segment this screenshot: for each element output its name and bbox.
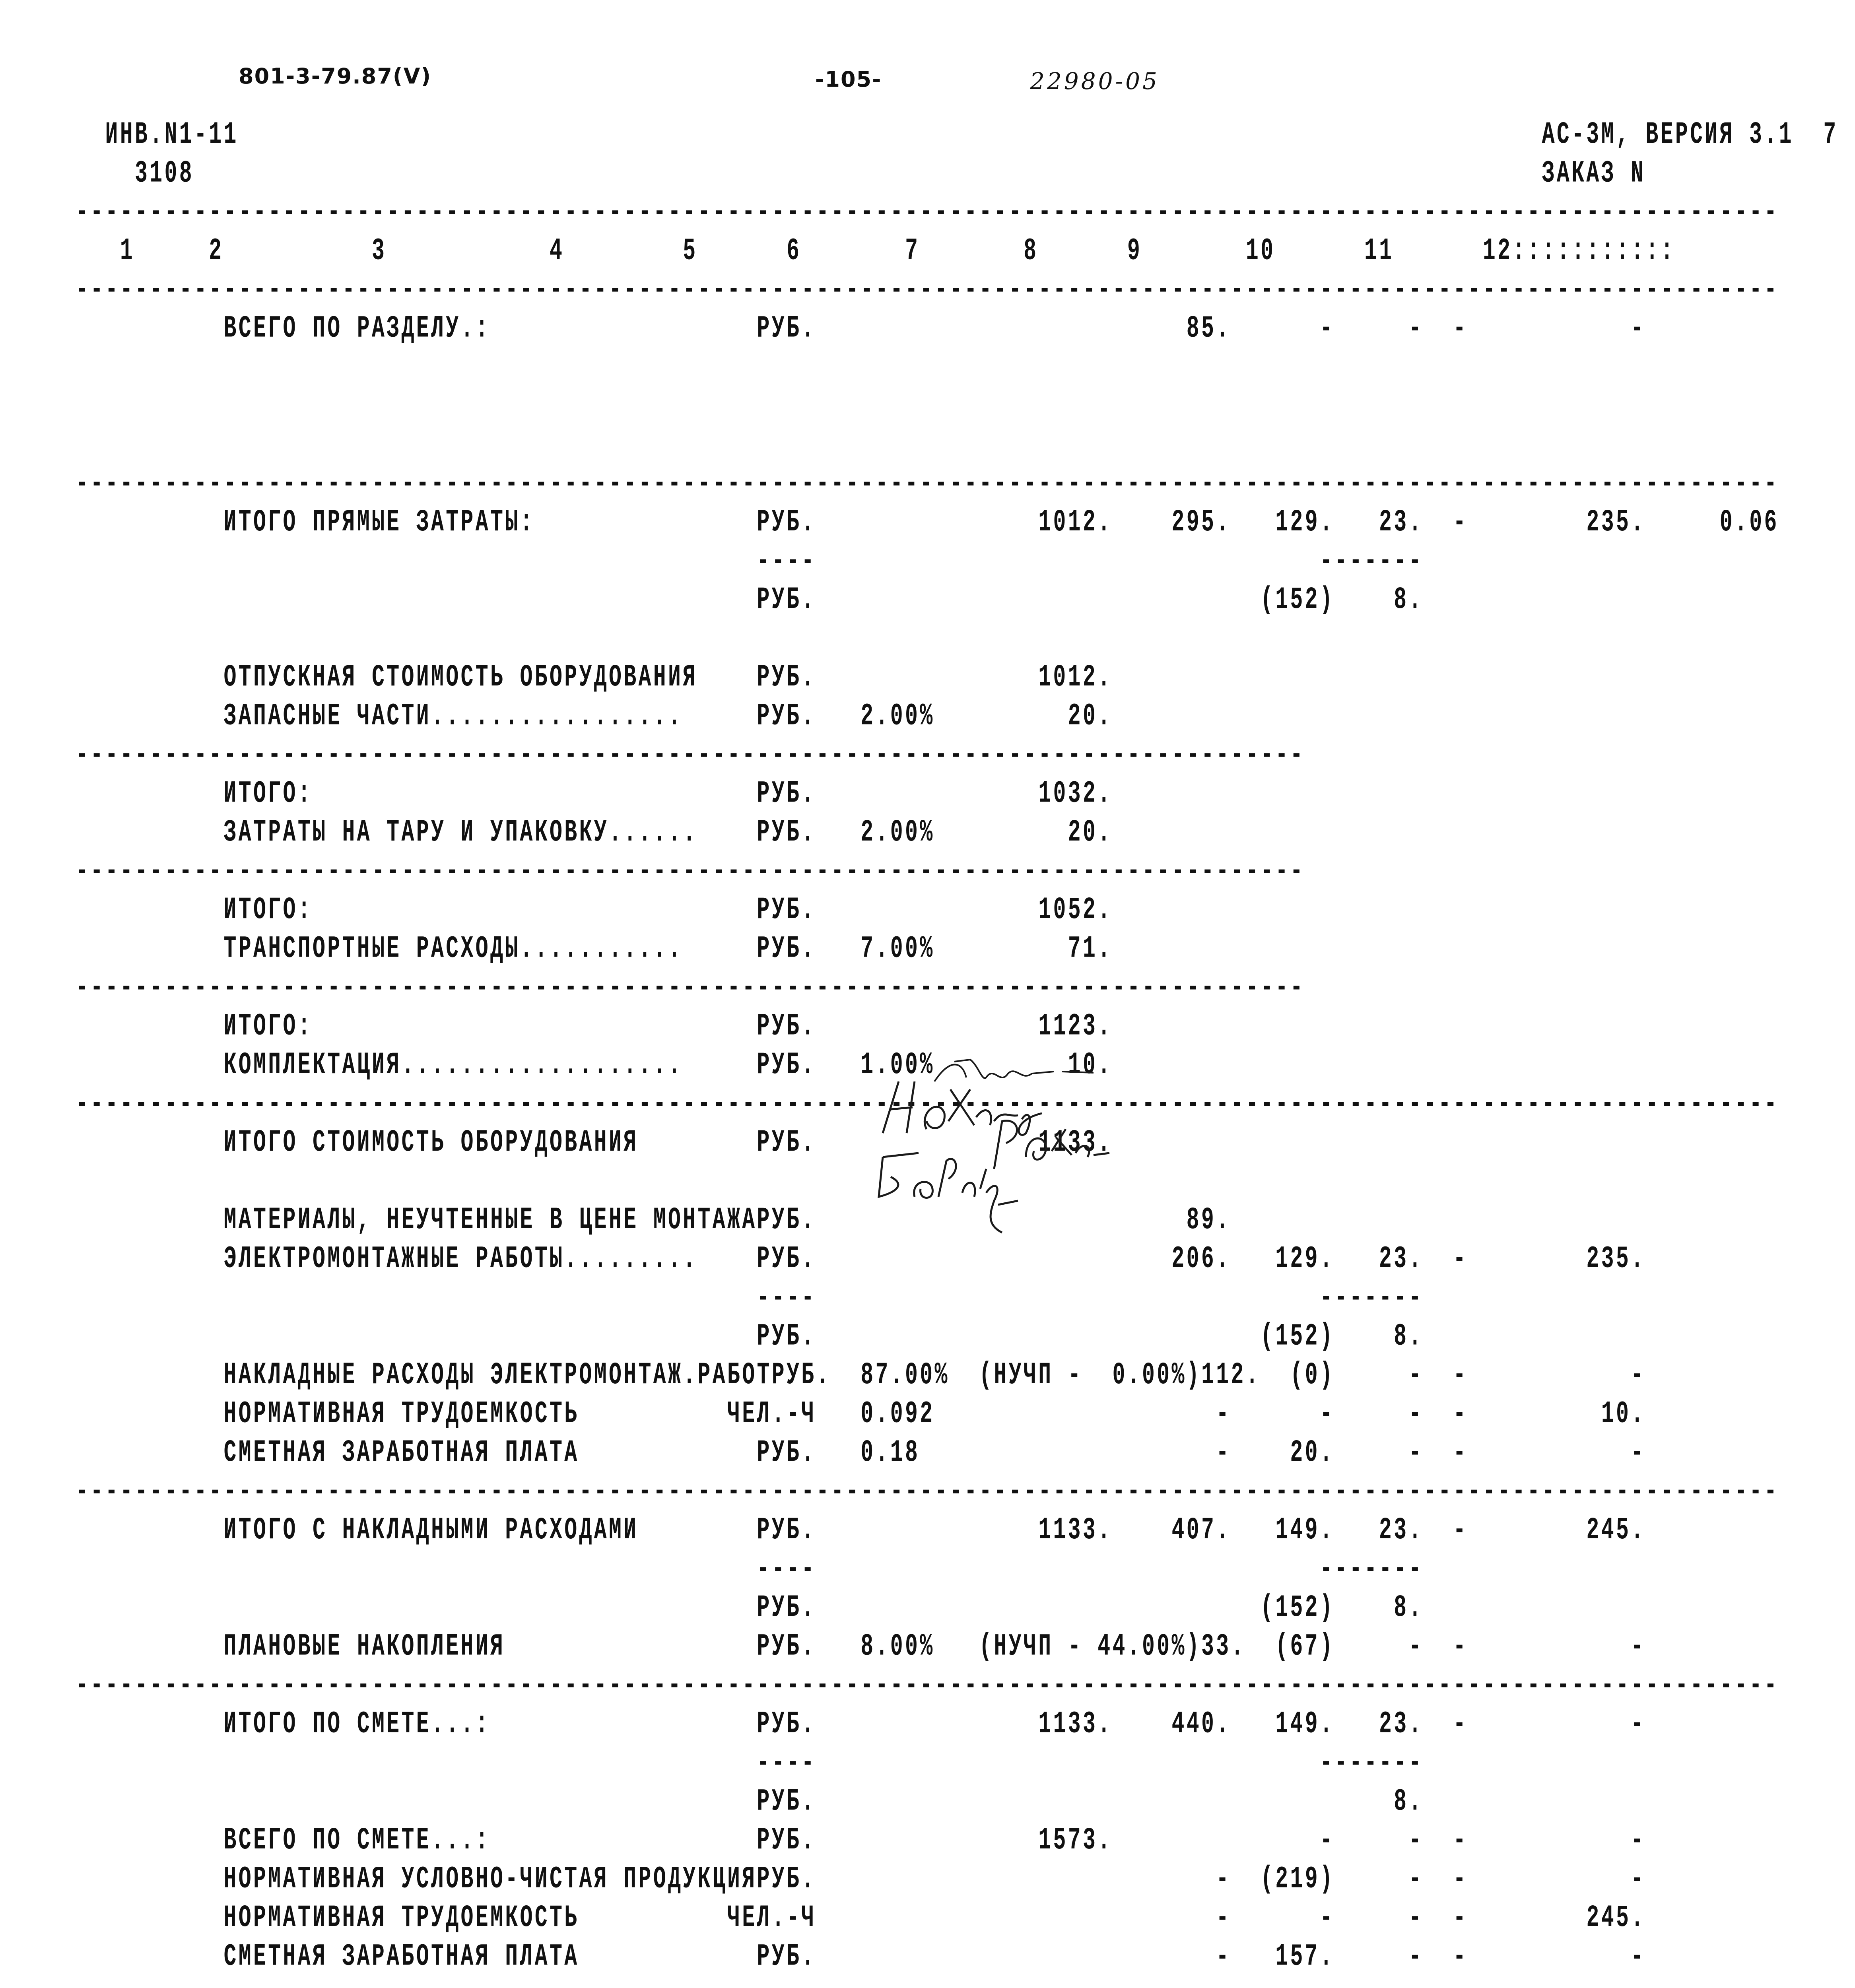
unit: ЧЕЛ.-Ч [727, 1901, 816, 1936]
signature-calculated-by [867, 1145, 1034, 1237]
col-7-value: - [1216, 1939, 1231, 1975]
col-6-value: 20. [1068, 699, 1113, 734]
column-divider: : [1616, 234, 1631, 269]
col-6-value: 1133. [1038, 1707, 1113, 1742]
column-number: 6 [787, 234, 802, 269]
col-9-value: - [1408, 1939, 1424, 1975]
table-row [76, 1010, 1112, 1044]
col-10-value: - [1453, 1242, 1468, 1277]
col-9-value: 8. [1394, 1591, 1424, 1626]
unit: РУБ. [757, 1629, 816, 1665]
col-6-value: 1012. [1038, 505, 1113, 541]
unit: РУБ. [757, 1048, 816, 1083]
row-label: ИТОГО: [223, 1009, 313, 1044]
table-row [76, 1785, 1424, 1820]
col-10-value: - [1453, 1629, 1468, 1665]
col-11-value: - [1631, 1629, 1646, 1665]
row-label: НАКЛАДНЫЕ РАСХОДЫ ЭЛЕКТРОМОНТАЖ.РАБОТ [223, 1358, 772, 1394]
row-label: ЗАПАСНЫЕ ЧАСТИ................. [223, 699, 683, 734]
separator-line: ------------------------------------------------------------------------------------------------------------------- [76, 466, 1779, 502]
col-7-value: 89. [1186, 1203, 1231, 1239]
col-7-value: - [1216, 1862, 1231, 1897]
col-7-value: 33. [1201, 1629, 1246, 1665]
col-11-value: 10. [1601, 1397, 1646, 1432]
estimate-printout [76, 0, 1838, 1988]
row-label: НОРМАТИВНАЯ УСЛОВНО-ЧИСТАЯ ПРОДУКЦИЯ [223, 1862, 757, 1897]
col-9-value: - [1408, 1629, 1424, 1665]
column-number: 4 [550, 234, 565, 269]
table-row [76, 699, 1112, 734]
underline-row [76, 544, 1424, 579]
col-6-value: 1052. [1038, 893, 1113, 928]
unit: РУБ. [757, 1784, 816, 1820]
row-label: СМЕТНАЯ ЗАРАБОТНАЯ ПЛАТА [223, 1939, 579, 1975]
unit: РУБ. [771, 1358, 831, 1394]
unit: РУБ. [757, 1126, 816, 1161]
col-4-value: 2.00% [860, 815, 935, 851]
column-number: 12 [1482, 234, 1513, 269]
unit: ЧЕЛ.-Ч [727, 1397, 816, 1432]
order-label: ЗАКАЗ N [1542, 156, 1646, 192]
row-label: СМЕТНАЯ ЗАРАБОТНАЯ ПЛАТА [223, 1436, 579, 1471]
unit: РУБ. [757, 893, 816, 928]
col-10-value: - [1453, 505, 1468, 541]
col-10-value: - [1453, 1901, 1468, 1936]
table-row [76, 1630, 1646, 1665]
unit: РУБ. [757, 583, 816, 618]
col-12-value: 0.06 [1719, 505, 1779, 541]
row-label: ИТОГО ПРЯМЫЕ ЗАТРАТЫ: [223, 505, 535, 541]
col-11-value: 245. [1586, 1901, 1646, 1936]
table-row [76, 815, 1112, 850]
col-7-value: 440. [1171, 1707, 1231, 1742]
col-9-value: - [1408, 1862, 1424, 1897]
unit: РУБ. [757, 1939, 816, 1975]
table-row [76, 1591, 1424, 1626]
col-9-underline: ------- [1319, 544, 1424, 579]
col-9-value: 8. [1394, 583, 1424, 618]
col-7-value: 112. [1201, 1358, 1261, 1394]
table-row [76, 583, 1424, 618]
unit: РУБ. [757, 1823, 816, 1859]
column-number: 11 [1364, 234, 1394, 269]
table-row [76, 1358, 1646, 1393]
column-divider: : [1557, 234, 1572, 269]
col-9-value: 23. [1379, 505, 1424, 541]
unit: РУБ. [757, 311, 816, 347]
col-8-value: 157. [1275, 1939, 1335, 1975]
col-8-value: (152) [1260, 1591, 1335, 1626]
row-label: ВСЕГО ПО РАЗДЕЛУ.: [223, 311, 490, 347]
col-8-value: - [1319, 311, 1335, 347]
table-row [76, 1940, 1645, 1975]
col-10-value: - [1453, 1397, 1468, 1432]
col-11-value: - [1631, 1823, 1646, 1859]
unit: РУБ. [757, 1513, 816, 1549]
column-divider: : [1542, 234, 1557, 269]
col-9-underline: ------- [1319, 1281, 1424, 1316]
col-6-value: 1573. [1038, 1823, 1113, 1859]
table-row [76, 1862, 1646, 1897]
unit: РУБ. [757, 1436, 816, 1471]
col-10-value: - [1453, 1513, 1468, 1549]
col-10-value: - [1453, 1436, 1468, 1471]
col-6-value: 10. [1068, 1048, 1113, 1083]
separator-line: ------------------------------------------------------------------------------------------------------------------- [76, 1474, 1779, 1510]
col-7-value: - [1216, 1901, 1231, 1936]
col-6-value: 20. [1068, 815, 1113, 851]
col-6-value: 71. [1068, 932, 1113, 967]
unit-underline: ---- [757, 1746, 816, 1781]
col-9-value: - [1408, 1358, 1424, 1394]
col-4-value: 2.00% [860, 699, 935, 734]
header-page-number: -105- [815, 67, 882, 92]
program-version: АС-3М, ВЕРСИЯ 3.1 7 [1542, 118, 1838, 153]
underline-row [76, 1552, 1424, 1587]
col-9-underline: ------- [1319, 1746, 1424, 1781]
col-10-value: - [1453, 1862, 1468, 1897]
unit: РУБ. [757, 1009, 816, 1044]
col-9-value: - [1408, 1436, 1424, 1471]
row-label: МАТЕРИАЛЫ, НЕУЧТЕННЫЕ В ЦЕНЕ МОНТАЖА [223, 1203, 757, 1239]
col-8-value: 20. [1290, 1436, 1335, 1471]
unit: РУБ. [757, 660, 816, 696]
unit: РУБ. [757, 1203, 816, 1239]
row-label: ОТПУСКНАЯ СТОИМОСТЬ ОБОРУДОВАНИЯ [223, 660, 698, 696]
col-11-value: 245. [1586, 1513, 1646, 1549]
col-9-value: 23. [1379, 1242, 1424, 1277]
table-row [76, 312, 1646, 347]
col-6-value: 1133. [1038, 1513, 1113, 1549]
inventory-label: ИНВ.N1-11 [105, 118, 239, 153]
col-11-value: 235. [1586, 505, 1646, 541]
row-label: ИТОГО: [223, 777, 313, 812]
row-label: ИТОГО С НАКЛАДНЫМИ РАСХОДАМИ [223, 1513, 639, 1549]
unit: РУБ. [757, 1707, 816, 1742]
unit: РУБ. [757, 1862, 816, 1897]
header-code: 801-3-79.87(V) [239, 64, 432, 89]
table-row [76, 1707, 1645, 1742]
column-header [76, 234, 1675, 269]
row-label: ЗАТРАТЫ НА ТАРУ И УПАКОВКУ...... [223, 815, 698, 851]
column-number: 1 [120, 234, 135, 269]
separator-line: ------------------------------------------------------------------------------------------------------------------- [76, 1668, 1779, 1704]
col-11-value: - [1631, 1436, 1646, 1471]
table-row [76, 1823, 1646, 1858]
col-4-value: 0.092 [860, 1397, 935, 1432]
column-divider: : [1527, 234, 1542, 269]
col-10-value: - [1453, 311, 1468, 347]
separator-line: ------------------------------------------------------------------------------------------------------------------- [76, 195, 1779, 231]
unit: РУБ. [757, 1591, 816, 1626]
unit-underline: ---- [757, 1281, 816, 1316]
col-11-value: - [1631, 1862, 1646, 1897]
column-divider: : [1586, 234, 1601, 269]
unit: РУБ. [757, 505, 816, 541]
col-4-value: 7.00% [860, 932, 935, 967]
col-8-value: (152) [1260, 1319, 1335, 1355]
col-9-value: - [1408, 1397, 1424, 1432]
row-label: ПЛАНОВЫЕ НАКОПЛЕНИЯ [223, 1629, 505, 1665]
col-10-value: - [1453, 1939, 1468, 1975]
col-6-value: 1133. [1038, 1126, 1113, 1161]
col-7-value: 295. [1171, 505, 1231, 541]
col-9-underline: ------- [1319, 1552, 1424, 1587]
column-number: 7 [905, 234, 920, 269]
column-divider: : [1645, 234, 1661, 269]
row-label: ВСЕГО ПО СМЕТЕ...: [223, 1823, 490, 1859]
header-line-2 [76, 157, 1645, 192]
column-divider: : [1631, 234, 1646, 269]
row-label: НОРМАТИВНАЯ ТРУДОЕМКОСТЬ [223, 1901, 579, 1936]
table-row [76, 932, 1112, 967]
col-7-value: 206. [1171, 1242, 1231, 1277]
col-11-value: 235. [1586, 1242, 1646, 1277]
column-divider: : [1661, 234, 1676, 269]
row-label: ИТОГО ПО СМЕТЕ...: [223, 1707, 490, 1742]
col-11-value: - [1631, 1939, 1646, 1975]
col-8-value: (152) [1260, 583, 1335, 618]
underline-row [76, 1281, 1424, 1316]
header-document-number: 22980-05 [1030, 68, 1160, 95]
col-11-value: - [1631, 311, 1646, 347]
col-8-value: - [1319, 1397, 1335, 1432]
col-4-value: 87.00% [860, 1358, 950, 1394]
separator-line: ------------------------------------------------------------------------------------------------------------------- [76, 1087, 1779, 1122]
row-label: НОРМАТИВНАЯ ТРУДОЕМКОСТЬ [223, 1397, 579, 1432]
col-10-value: - [1453, 1707, 1468, 1742]
row-label: ЭЛЕКТРОМОНТАЖНЫЕ РАБОТЫ......... [223, 1242, 698, 1277]
unit: РУБ. [757, 932, 816, 967]
col-4-value: 0.18 [860, 1436, 920, 1471]
table-row [76, 1513, 1645, 1548]
table-row [76, 660, 1112, 695]
col-11-value: - [1631, 1358, 1646, 1394]
col-8-value: 129. [1275, 505, 1335, 541]
separator-line: ----------------------------------------------------------------------------------- [76, 738, 1305, 773]
col-8-value: (67) [1275, 1629, 1335, 1665]
col-6-value: 1032. [1038, 777, 1113, 812]
column-number: 9 [1127, 234, 1142, 269]
col-8-value: 129. [1275, 1242, 1335, 1277]
col-7-value: 407. [1171, 1513, 1231, 1549]
col-6-value: 1123. [1038, 1009, 1113, 1044]
col-10-value: - [1453, 1358, 1468, 1394]
table-row [76, 1203, 1231, 1238]
column-number: 3 [372, 234, 387, 269]
row-label: ИТОГО СТОИМОСТЬ ОБОРУДОВАНИЯ [223, 1126, 639, 1161]
table-row [76, 1436, 1645, 1471]
unit: РУБ. [757, 777, 816, 812]
column-number: 2 [209, 234, 224, 269]
separator-line: ------------------------------------------------------------------------------------------------------------------- [76, 273, 1779, 308]
col-8-value: - [1319, 1901, 1335, 1936]
col-9-value: 23. [1379, 1513, 1424, 1549]
column-number: 10 [1245, 234, 1276, 269]
col-9-value: - [1408, 1901, 1424, 1936]
column-divider: : [1512, 234, 1527, 269]
col-8-value: (0) [1290, 1358, 1335, 1394]
unit: РУБ. [757, 815, 816, 851]
col-8-value: 149. [1275, 1513, 1335, 1549]
col-7-value: 85. [1186, 311, 1231, 347]
table-row [76, 1320, 1424, 1355]
col-8-value: - [1319, 1823, 1335, 1859]
col-7-value: - [1216, 1397, 1231, 1432]
unit: РУБ. [757, 1319, 816, 1355]
column-divider: : [1571, 234, 1587, 269]
col-8-value: 149. [1275, 1707, 1335, 1742]
column-number: 5 [683, 234, 698, 269]
col-5-value: (НУЧП - 0.00%) [979, 1358, 1201, 1394]
col-6-value: 1012. [1038, 660, 1113, 696]
row-label: ИТОГО: [223, 893, 313, 928]
separator-line: ----------------------------------------------------------------------------------- [76, 971, 1305, 1006]
table-row [76, 777, 1112, 812]
unit-underline: ---- [757, 1552, 816, 1587]
col-9-value: 8. [1394, 1319, 1424, 1355]
table-row [76, 1901, 1646, 1936]
col-9-value: - [1408, 1823, 1424, 1859]
col-9-value: 23. [1379, 1707, 1424, 1742]
col-10-value: - [1453, 1823, 1468, 1859]
unit: РУБ. [757, 1242, 816, 1277]
col-7-value: - [1216, 1436, 1231, 1471]
col-11-value: - [1631, 1707, 1646, 1742]
inventory-number: 3108 [134, 156, 194, 192]
table-row [76, 893, 1112, 928]
table-row [76, 505, 1779, 540]
table-row [76, 1242, 1645, 1277]
separator-line: ----------------------------------------------------------------------------------- [76, 854, 1305, 889]
col-9-value: 8. [1394, 1784, 1424, 1820]
col-4-value: 8.00% [860, 1629, 935, 1665]
unit: РУБ. [757, 699, 816, 734]
col-8-value: (219) [1260, 1862, 1335, 1897]
col-9-value: - [1408, 311, 1424, 347]
row-label: КОМПЛЕКТАЦИЯ................... [223, 1048, 683, 1083]
row-label: ТРАНСПОРТНЫЕ РАСХОДЫ........... [223, 932, 683, 967]
col-4-value: 1.00% [860, 1048, 935, 1083]
col-5-value: (НУЧП - 44.00%) [979, 1629, 1201, 1665]
unit-underline: ---- [757, 544, 816, 579]
column-number: 8 [1024, 234, 1039, 269]
column-divider: : [1601, 234, 1616, 269]
underline-row [76, 1746, 1424, 1781]
header-line-1 [76, 118, 1838, 153]
table-row [76, 1397, 1646, 1432]
